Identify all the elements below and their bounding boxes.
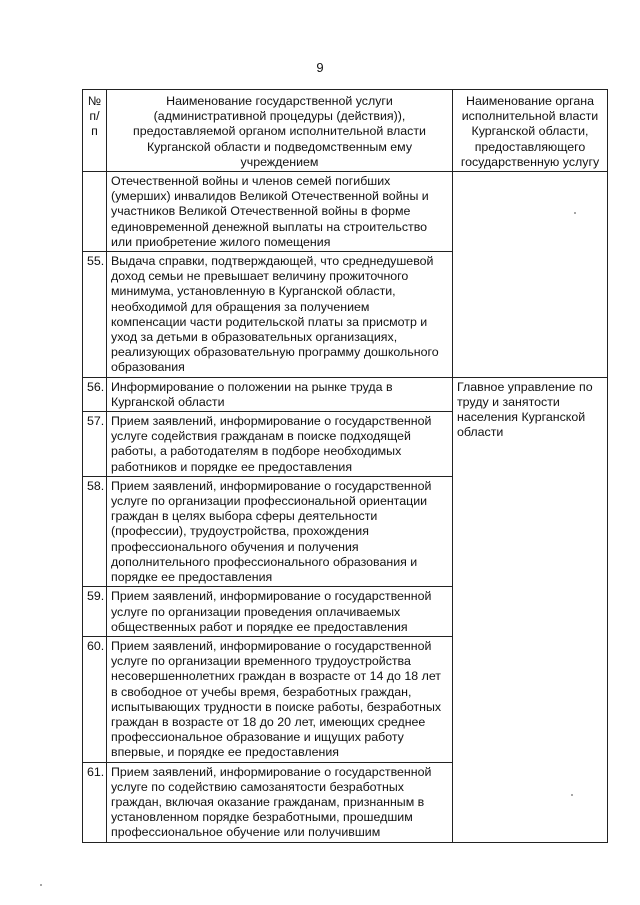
row-organ-name bbox=[453, 172, 608, 378]
row-service-name: Прием заявлений, информирование о государственной услуге по организации профессиональной ориентации граждан в целях выбора сферы деятельности (профессии), трудоустройства, прохождения профессионального обучения и получения дополнительного профессионального образования и порядке ее предоставления bbox=[107, 476, 453, 586]
row-number: 55. bbox=[83, 252, 107, 378]
row-service-name: Отечественной войны и членов семей погибших (умерших) инвалидов Великой Отечественной войны и участников Великой Отечественной войны в форме единовременной денежной выплаты на строительство или приобретение жилого помещения bbox=[107, 172, 453, 252]
scan-speck bbox=[574, 212, 576, 214]
scan-speck bbox=[571, 794, 573, 796]
row-number: 56. bbox=[83, 377, 107, 411]
row-number: 59. bbox=[83, 587, 107, 637]
table-row-continuation bbox=[83, 172, 608, 252]
row-service-name: Информирование о положении на рынке труда в Курганской области bbox=[107, 377, 453, 411]
row-service-name: Прием заявлений, информирование о государственной услуге по организации проведения оплачиваемых общественных работ и порядке ее предоставления bbox=[107, 587, 453, 637]
table-row-56 bbox=[83, 377, 608, 411]
table-header-row bbox=[83, 90, 608, 172]
row-number bbox=[83, 172, 107, 252]
row-number: 60. bbox=[83, 636, 107, 762]
header-number: № п/п bbox=[83, 90, 107, 172]
page-number: 9 bbox=[316, 60, 324, 75]
services-table bbox=[82, 89, 608, 843]
scan-speck bbox=[40, 884, 42, 886]
row-number: 61. bbox=[83, 762, 107, 842]
row-service-name: Прием заявлений, информирование о государственной услуге по организации временного трудоустройства несовершеннолетних граждан в возрасте от 14 до 18 лет в свободное от учебы время, безработных граждан, испытывающих трудности в поиске работы, безработных граждан в возрасте от 18 до 20 лет, имеющих среднее профессиональное образование и ищущих работу впервые, и порядке ее предоставления bbox=[107, 636, 453, 762]
row-number: 58. bbox=[83, 476, 107, 586]
row-service-name: Прием заявлений, информирование о государственной услуге по содействию самозанятости безработных граждан, включая оказание гражданам, признанным в установленном порядке безработными, прошедшим профессиональное обучение или получившим bbox=[107, 762, 453, 842]
header-organ-name: Наименование органа исполнительной власти Курганской области, предоставляющего государственную услугу bbox=[453, 90, 608, 172]
header-service-name: Наименование государственной услуги (административной процедуры (действия)), предоставляемой органом исполнительной власти Курганской области и подведомственным ему учреждением bbox=[107, 90, 453, 172]
row-organ-name-labour: Главное управление по труду и занятости населения Курганской области bbox=[453, 377, 608, 842]
row-number: 57. bbox=[83, 412, 107, 477]
row-service-name: Выдача справки, подтверждающей, что среднедушевой доход семьи не превышает величину прожиточного минимума, установленную в Курганской области, необходимой для обращения за получением компенсации части родительской платы за присмотр и уход за детьми в образовательных организациях, реализующих образовательную программу дошкольного образования bbox=[107, 252, 453, 378]
row-service-name: Прием заявлений, информирование о государственной услуге содействия гражданам в поиске подходящей работы, а работодателям в подборе необходимых работников и порядке ее предоставления bbox=[107, 412, 453, 477]
